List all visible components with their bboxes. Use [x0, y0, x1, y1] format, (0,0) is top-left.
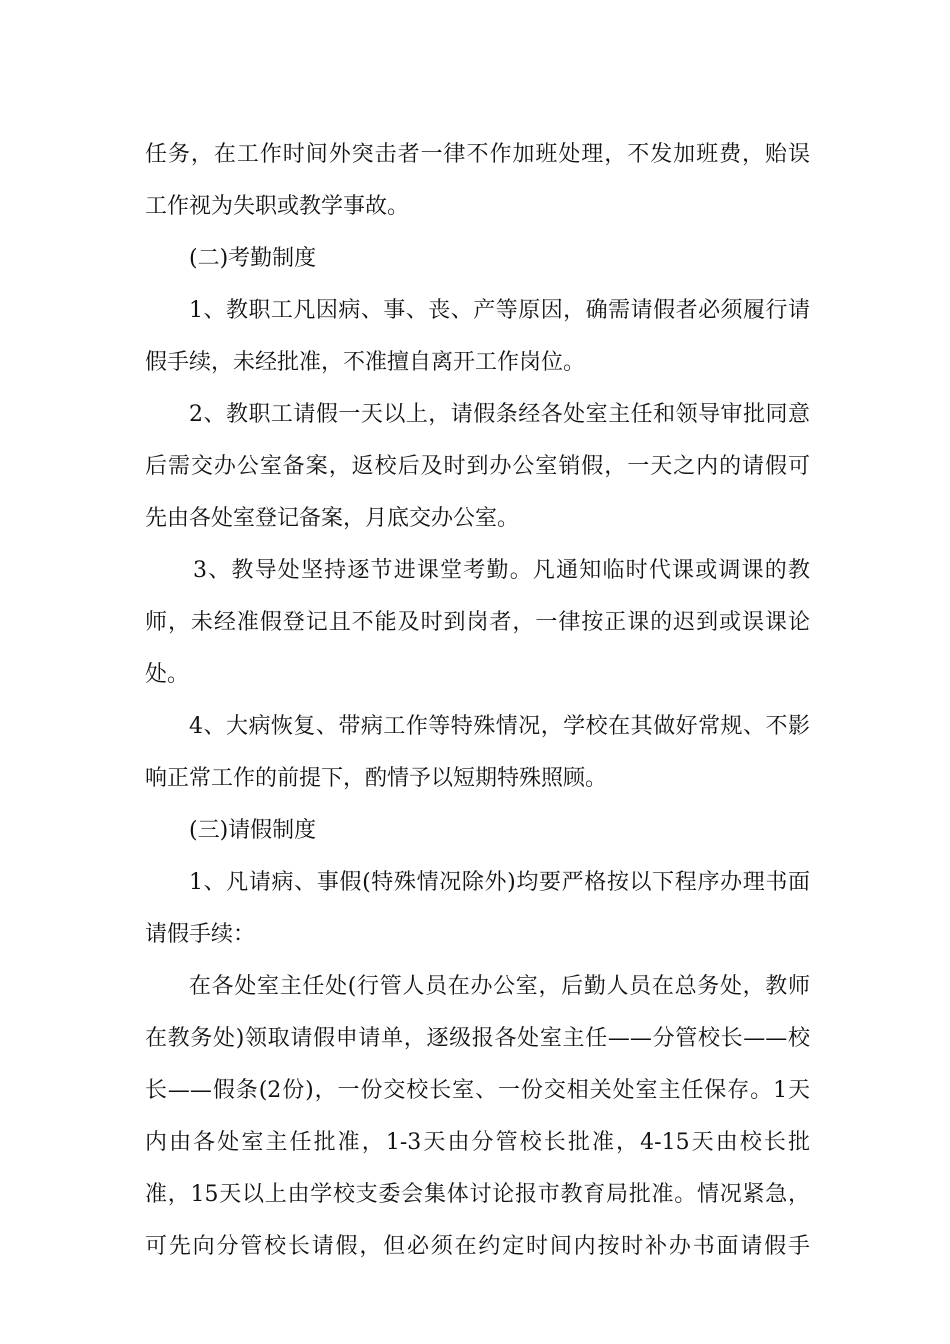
paragraph-line: 在教务处)领取请假申请单，逐级报各处室主任——分管校长——校 — [145, 1026, 810, 1051]
paragraph-line: 内由各处室主任批准，1-3天由分管校长批准，4-15天由校长批 — [145, 1130, 810, 1155]
paragraph-line: 可先向分管校长请假，但必须在约定时间内按时补办书面请假手 — [145, 1234, 810, 1259]
paragraph-line: 先由各处室登记备案，月底交办公室。 — [145, 506, 520, 531]
section-heading: (二)考勤制度 — [189, 246, 317, 271]
paragraph-line: 任务，在工作时间外突击者一律不作加班处理，不发加班费，贻误 — [145, 142, 810, 167]
paragraph-line: 1、凡请病、事假(特殊情况除外)均要严格按以下程序办理书面 — [189, 870, 810, 895]
paragraph-line: 1、教职工凡因病、事、丧、产等原因，确需请假者必须履行请 — [189, 298, 810, 323]
paragraph-line: 假手续，未经批准，不准擅自离开工作岗位。 — [145, 350, 586, 375]
paragraph-line: 3、教导处坚持逐节进课堂考勤。凡通知临时代课或调课的教 — [193, 558, 810, 583]
paragraph-line: 准，15天以上由学校支委会集体讨论报市教育局批准。情况紧急， — [145, 1182, 810, 1207]
section-heading: (三)请假制度 — [189, 818, 317, 843]
paragraph-line: 在各处室主任处(行管人员在办公室，后勤人员在总务处，教师 — [189, 974, 810, 999]
paragraph-line: 4、大病恢复、带病工作等特殊情况，学校在其做好常规、不影 — [189, 714, 810, 739]
document-body — [145, 129, 810, 1273]
paragraph-line: 请假手续： — [145, 922, 256, 947]
paragraph-line: 师，未经准假登记且不能及时到岗者，一律按正课的迟到或误课论 — [145, 610, 810, 635]
paragraph-line: 处。 — [145, 662, 190, 687]
paragraph-line: 响正常工作的前提下，酌情予以短期特殊照顾。 — [145, 766, 608, 791]
paragraph-line: 工作视为失职或教学事故。 — [145, 194, 410, 219]
paragraph-line: 后需交办公室备案，返校后及时到办公室销假，一天之内的请假可 — [145, 454, 810, 479]
paragraph-line: 长——假条(2份)，一份交校长室、一份交相关处室主任保存。1天 — [145, 1078, 810, 1103]
paragraph-line: 2、教职工请假一天以上，请假条经各处室主任和领导审批同意 — [189, 402, 810, 427]
